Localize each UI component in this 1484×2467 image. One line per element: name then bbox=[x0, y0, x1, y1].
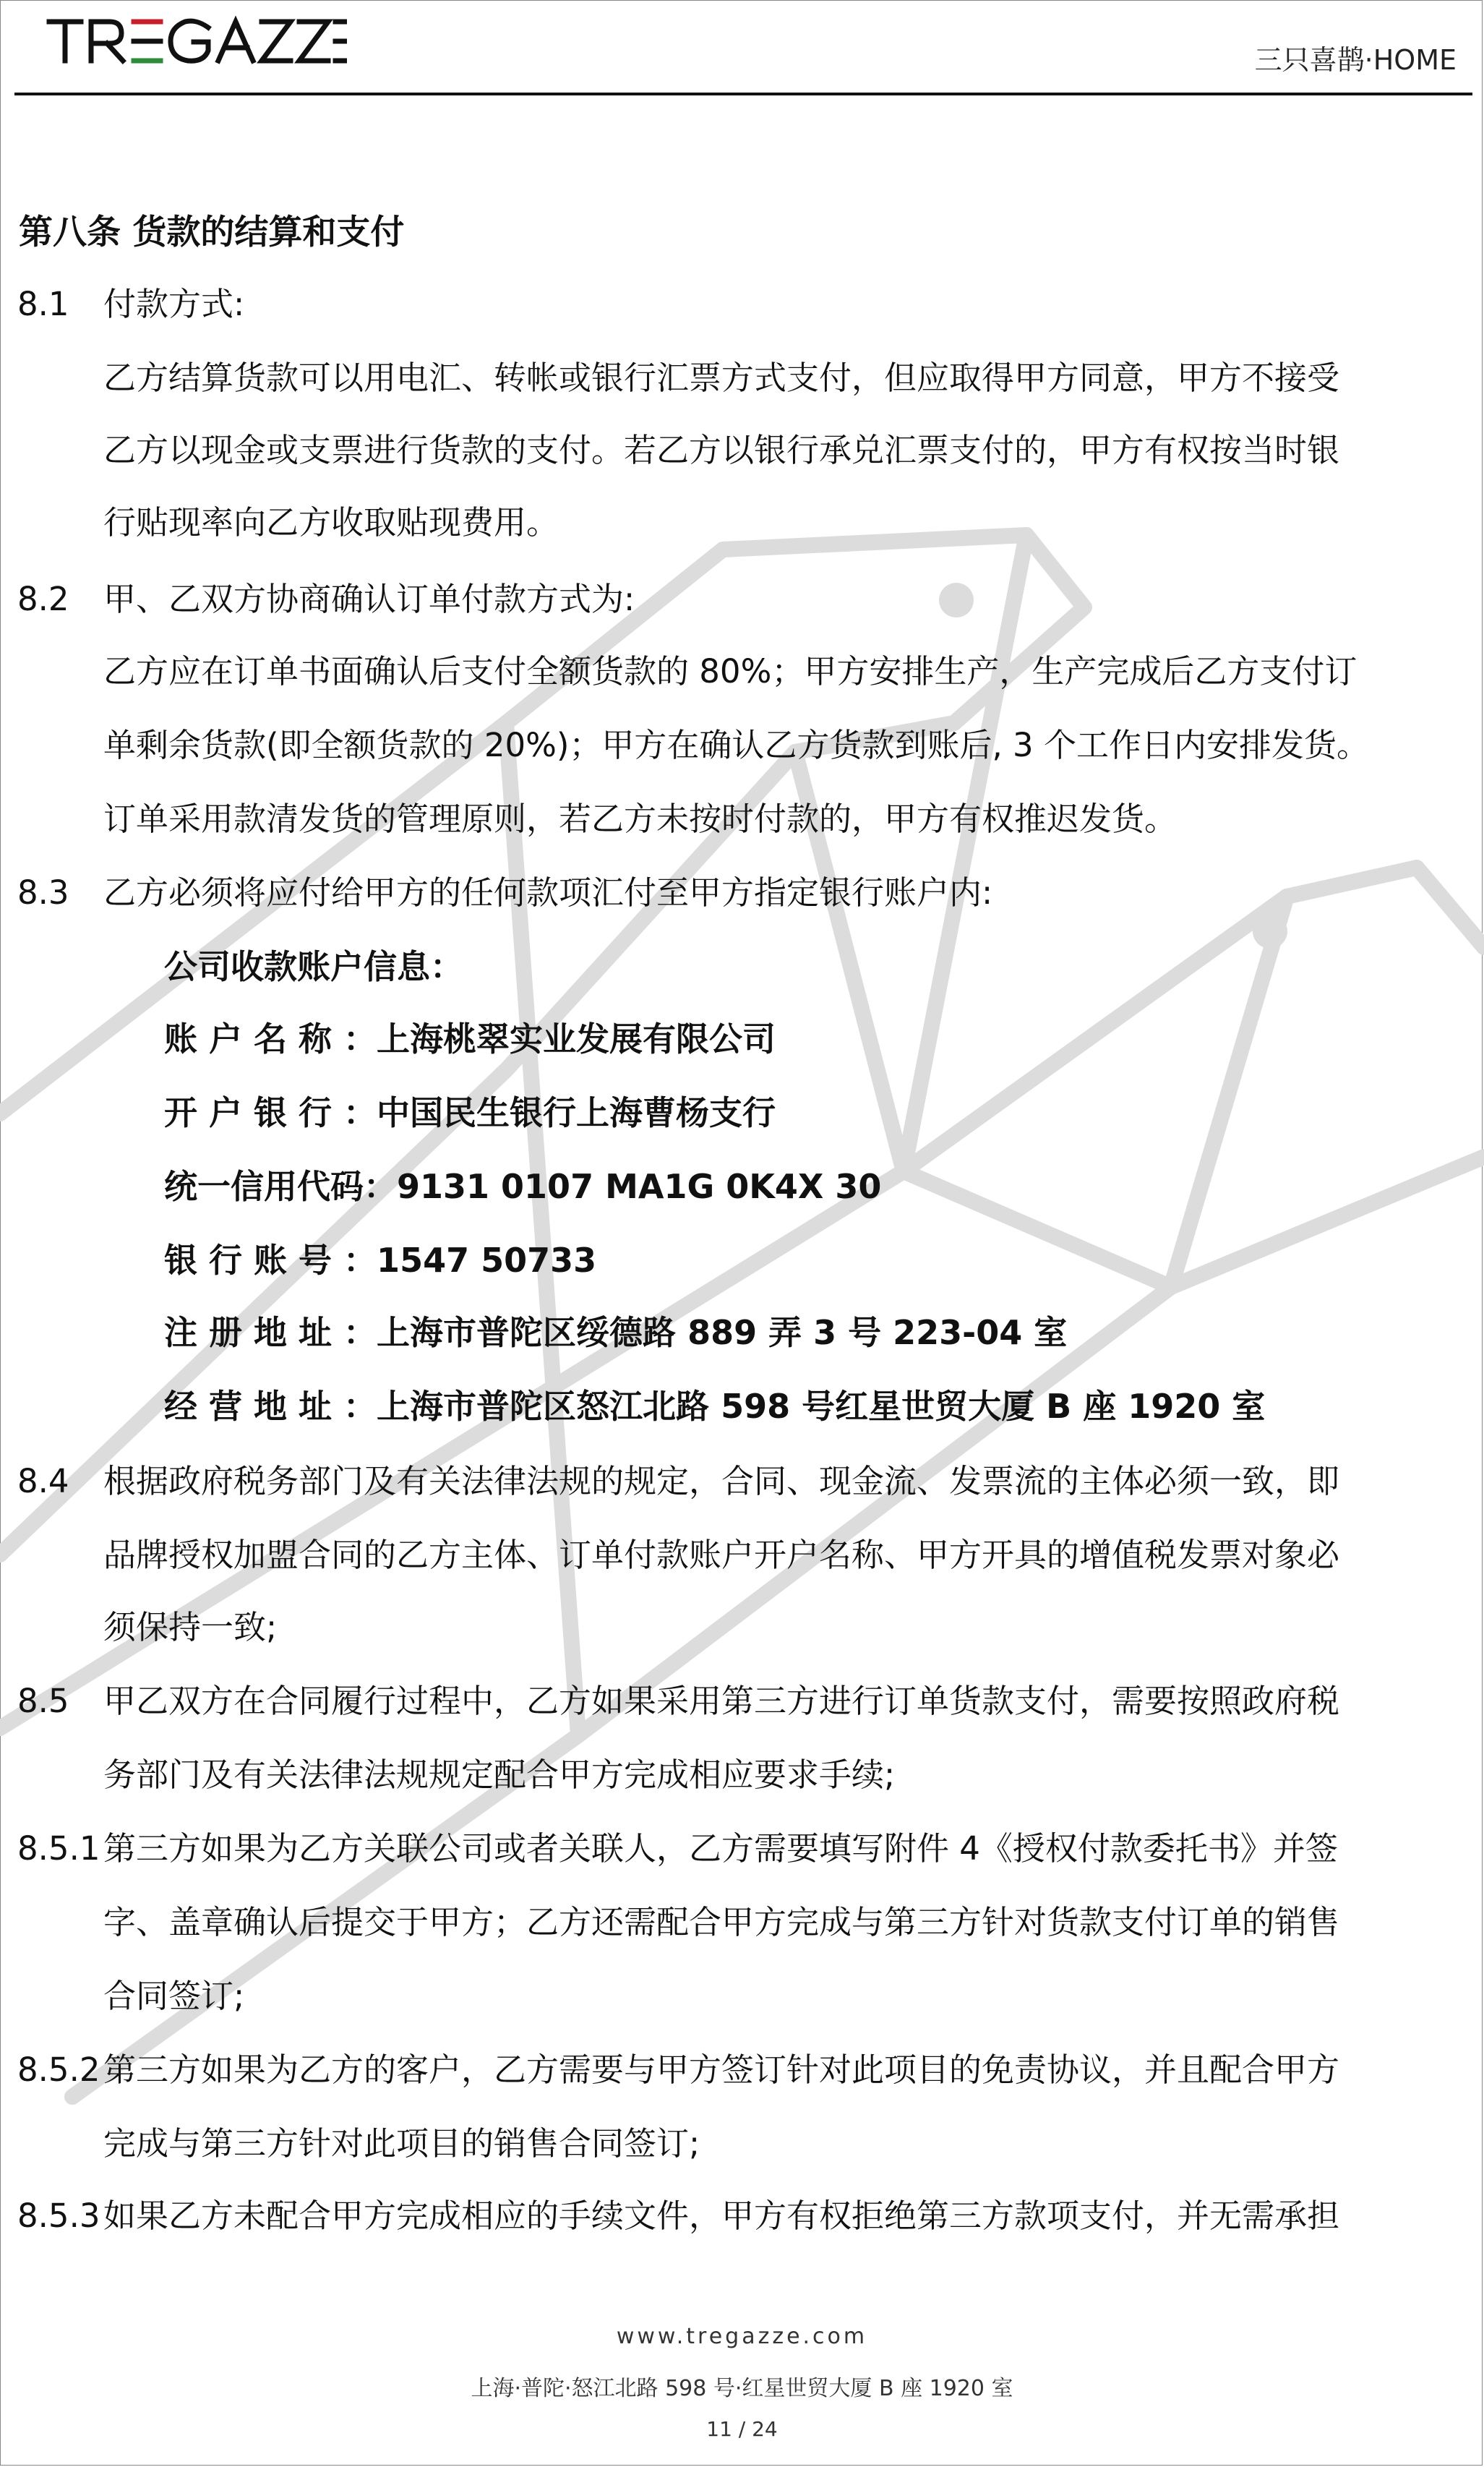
brand-logo bbox=[43, 13, 347, 74]
bank-branch-line: 开 户 银 行 ：中国民生银行上海曹杨支行 bbox=[164, 1093, 776, 1132]
paragraph-line: 如果乙方未配合甲方完成相应的手续文件，甲方有权拒绝第三方款项支付，并无需承担 bbox=[103, 2197, 1340, 2235]
clause-number: 8.5.1 bbox=[17, 1829, 100, 1868]
registered-address-line: 注 册 地 址 ：上海市普陀区绥德路 889 弄 3 号 223-04 室 bbox=[164, 1313, 1068, 1352]
clause-number: 8.5.3 bbox=[17, 2197, 100, 2235]
paragraph-line: 乙方应在订单书面确认后支付全额货款的 80%；甲方安排生产，生产完成后乙方支付订 bbox=[103, 652, 1358, 690]
clause-number: 8.3 bbox=[17, 873, 69, 912]
page-indicator: 11 / 24 bbox=[706, 2417, 778, 2441]
credit-code-line: 统一信用代码：9131 0107 MA1G 0K4X 30 bbox=[164, 1167, 882, 1206]
paragraph-line: 务部门及有关法律法规规定配合甲方完成相应要求手续; bbox=[103, 1756, 896, 1794]
paragraph-line: 第三方如果为乙方的客户，乙方需要与甲方签订针对此项目的免责协议，并且配合甲方 bbox=[103, 2051, 1340, 2089]
header-divider bbox=[14, 93, 1472, 95]
paragraph-line: 须保持一致; bbox=[103, 1608, 278, 1646]
clause-number: 8.5 bbox=[17, 1682, 69, 1720]
paragraph-line: 订单采用款清发货的管理原则，若乙方未按时付款的，甲方有权推迟发货。 bbox=[103, 800, 1178, 838]
clause-title: 付款方式: bbox=[103, 285, 245, 323]
tregazze-logo-icon bbox=[43, 13, 347, 71]
paragraph-line: 品牌授权加盟合同的乙方主体、订单付款账户开户名称、甲方开具的增值税发票对象必 bbox=[103, 1536, 1340, 1574]
paragraph-line: 单剩余货款(即全额货款的 20%)；甲方在确认乙方货款到账后, 3 个工作日内安排发货。 bbox=[103, 726, 1369, 764]
account-info-heading: 公司收款账户信息： bbox=[164, 947, 463, 986]
business-address-line: 经 营 地 址 ：上海市普陀区怒江北路 598 号红星世贸大厦 B 座 1920 室 bbox=[164, 1387, 1266, 1426]
clause-title: 乙方必须将应付给甲方的任何款项汇付至甲方指定银行账户内: bbox=[103, 873, 993, 912]
clause-number: 8.2 bbox=[17, 580, 69, 618]
paragraph-line: 完成与第三方针对此项目的销售合同签订; bbox=[103, 2124, 700, 2163]
paragraph-line: 第三方如果为乙方关联公司或者关联人，乙方需要填写附件 4《授权付款委托书》并签 bbox=[103, 1829, 1338, 1868]
paragraph-line: 乙方结算货款可以用电汇、转帐或银行汇票方式支付，但应取得甲方同意，甲方不接受 bbox=[103, 359, 1340, 397]
clause-number: 8.5.2 bbox=[17, 2051, 100, 2089]
paragraph-line: 乙方以现金或支票进行货款的支付。若乙方以银行承兑汇票支付的，甲方有权按当时银 bbox=[103, 431, 1340, 469]
paragraph-line: 根据政府税务部门及有关法律法规的规定，合同、现金流、发票流的主体必须一致，即 bbox=[103, 1462, 1340, 1500]
footer-address: 上海·普陀·怒江北路 598 号·红星世贸大厦 B 座 1920 室 bbox=[471, 2376, 1013, 2401]
article-title: 第八条 货款的结算和支付 bbox=[19, 213, 405, 252]
footer-website: www.tregazze.com bbox=[616, 2324, 868, 2349]
paragraph-line: 甲乙双方在合同履行过程中，乙方如果采用第三方进行订单货款支付，需要按照政府税 bbox=[103, 1682, 1340, 1720]
bank-account-line: 银 行 账 号 ：1547 50733 bbox=[164, 1241, 597, 1280]
header-brand-text: 三只喜鹊·HOME bbox=[1254, 44, 1457, 76]
paragraph-line: 字、盖章确认后提交于甲方；乙方还需配合甲方完成与第三方针对货款支付订单的销售 bbox=[103, 1903, 1340, 1941]
paragraph-line: 合同签订; bbox=[103, 1977, 245, 2015]
clause-number: 8.1 bbox=[17, 285, 69, 323]
clause-number: 8.4 bbox=[17, 1462, 69, 1500]
account-name-line: 账 户 名 称 ：上海桃翠实业发展有限公司 bbox=[164, 1019, 776, 1059]
clause-title: 甲、乙双方协商确认订单付款方式为: bbox=[103, 580, 635, 618]
paragraph-line: 行贴现率向乙方收取贴现费用。 bbox=[103, 503, 559, 542]
